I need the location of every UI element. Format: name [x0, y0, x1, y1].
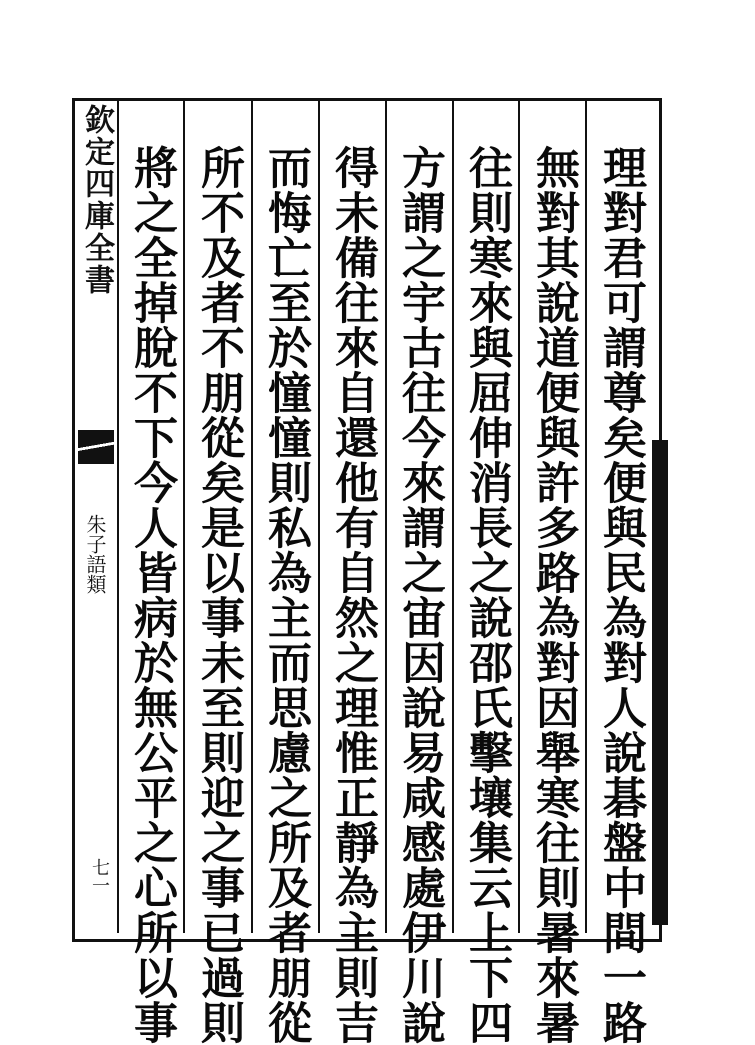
column-rule	[518, 100, 520, 933]
column-rule	[585, 100, 587, 933]
text-column-5: 得未備往來自還他有自然之理惟正靜為主則吉	[327, 145, 378, 1045]
column-rule	[452, 100, 454, 933]
page-edge-shadow	[652, 440, 668, 925]
text-column-6: 而悔亡至於憧憧則私為主而思慮之所及者朋從	[260, 145, 311, 1045]
text-column-3: 往則寒來與屈伸消長之說邵氏擊壤集云上下四	[461, 145, 512, 1045]
fishtail-mark	[78, 430, 114, 464]
text-column-4: 方謂之宇古往今來謂之宙因說易咸感處伊川說	[394, 145, 445, 1045]
column-rule	[183, 100, 185, 933]
text-column-8: 將之全掉脫不下今人皆病於無公平之心所以事	[126, 145, 177, 1045]
text-column-2: 無對其說道便與許多路為對因舉寒往則暑來暑	[528, 145, 579, 1045]
column-rule	[385, 100, 387, 933]
center-column	[78, 100, 114, 933]
page-number: 七一	[89, 858, 110, 894]
text-column-1: 理對君可謂尊矣便與民為對人說碁盤中間一路	[595, 145, 646, 1045]
text-column-7: 所不及者不朋從矣是以事未至則迎之事已過則	[193, 145, 244, 1045]
series-title: 欽定四庫全書	[79, 104, 114, 296]
column-rule	[251, 100, 253, 933]
book-title: 朱子語類	[83, 514, 107, 594]
column-rule	[318, 100, 320, 933]
column-rule	[117, 100, 119, 933]
